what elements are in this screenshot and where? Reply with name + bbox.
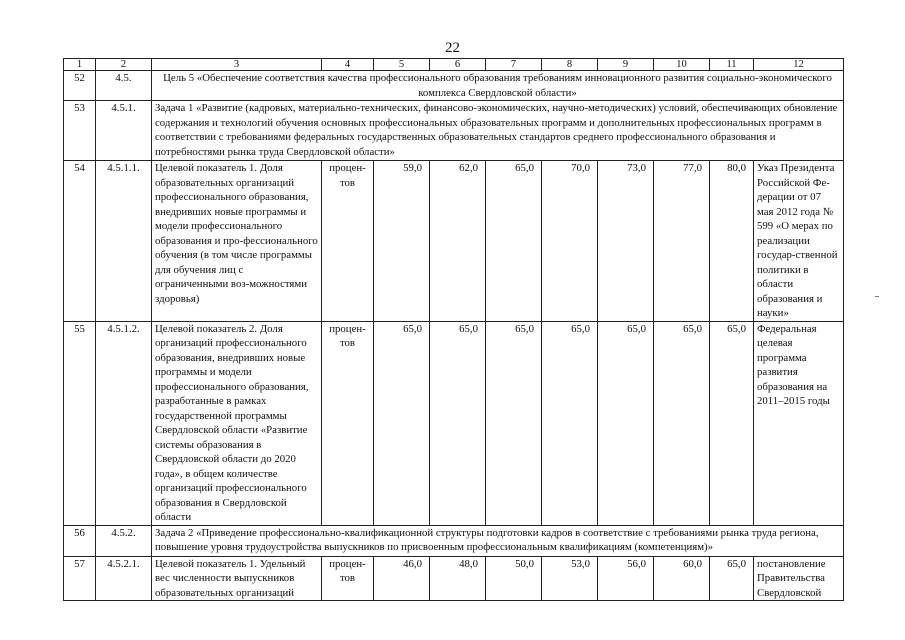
row-code: 4.5.1.1.	[96, 161, 152, 322]
col-header: 2	[96, 59, 152, 71]
col-header: 8	[542, 59, 598, 71]
row-code: 4.5.	[96, 71, 152, 101]
col-header: 6	[430, 59, 486, 71]
column-number-row	[64, 59, 844, 71]
goal-text: Цель 5 «Обеспечение соответствия качества профессионального образования требованиям инновационного развития социально-экономического комплекса Свердловской области»	[152, 71, 844, 101]
value-cell: 65,0	[542, 321, 598, 525]
row-number: 53	[64, 101, 96, 161]
task-text: Задача 1 «Развитие (кадровых, материально-технических, финансово-экономических, научно-методических) условий, обеспечивающих обновление содержания и технологий обучения основных профессиональных образовательных программ и дополнительных профессиональных программ в соответствии с требованиями федеральных государственных образовательных стандартов среднего профессионального образования и потребностями рынка труда Свердловской области»	[152, 101, 844, 161]
value-cell: 50,0	[486, 556, 542, 601]
value-cell: 53,0	[542, 556, 598, 601]
col-header: 5	[374, 59, 430, 71]
value-cell: 80,0	[710, 161, 754, 322]
value-cell: 73,0	[598, 161, 654, 322]
value-cell: 65,0	[710, 556, 754, 601]
col-header: 11	[710, 59, 754, 71]
value-cell: 65,0	[374, 321, 430, 525]
row-number: 56	[64, 525, 96, 556]
value-cell: 48,0	[430, 556, 486, 601]
table-row	[64, 321, 844, 525]
row-number: 55	[64, 321, 96, 525]
indicator-name: Целевой показатель 2. Доля организаций профессионального образования, внедривших новые программы и модели профессионального образования, разработанные в рамках государственной программы Свердловской области «Развитие системы образования в Свердловской области до 2020 года», в общем количестве организаций профессионального образования в Свердловской области	[152, 321, 322, 525]
row-code: 4.5.1.	[96, 101, 152, 161]
table-row	[64, 556, 844, 601]
value-cell: 60,0	[654, 556, 710, 601]
value-cell: 65,0	[430, 321, 486, 525]
value-cell: 70,0	[542, 161, 598, 322]
source-reference: постановление Правительства Свердловской	[754, 556, 844, 601]
value-cell: 46,0	[374, 556, 430, 601]
unit: процен-тов	[322, 556, 374, 601]
source-reference: Указ Президента Российской Фе-дерации от 07 мая 2012 года № 599 «О мерах по реализации государ-ственной политики в области образования и науки»	[754, 161, 844, 322]
table-row	[64, 525, 844, 556]
task-text: Задача 2 «Приведение профессионально-квалификационной структуры подготовки кадров в соответствие с требованиями рынка труда региона, повышение уровня трудоустройства выпускников по присвоенным профессиональным квалификациям (компетенциям)»	[152, 525, 844, 556]
row-code: 4.5.2.	[96, 525, 152, 556]
value-cell: 65,0	[710, 321, 754, 525]
col-header: 3	[152, 59, 322, 71]
col-header: 9	[598, 59, 654, 71]
indicators-table	[63, 58, 844, 601]
value-cell: 62,0	[430, 161, 486, 322]
col-header: 7	[486, 59, 542, 71]
col-header: 12	[754, 59, 844, 71]
value-cell: 77,0	[654, 161, 710, 322]
value-cell: 56,0	[598, 556, 654, 601]
page-number: 22	[445, 40, 460, 56]
table-row	[64, 101, 844, 161]
source-reference: Федеральная целевая программа развития образования на 2011–2015 годы	[754, 321, 844, 525]
indicator-name: Целевой показатель 1. Удельный вес численности выпускников образовательных организаций	[152, 556, 322, 601]
col-header: 4	[322, 59, 374, 71]
col-header: 1	[64, 59, 96, 71]
value-cell: 65,0	[654, 321, 710, 525]
value-cell: 65,0	[598, 321, 654, 525]
scan-artifact	[875, 296, 879, 297]
table-row	[64, 71, 844, 101]
table-row	[64, 161, 844, 322]
value-cell: 65,0	[486, 321, 542, 525]
unit: процен-тов	[322, 161, 374, 322]
row-code: 4.5.1.2.	[96, 321, 152, 525]
indicator-name: Целевой показатель 1. Доля образовательных организаций профессионального образования, внедривших новые программы и модели профессионального образования и про-фессионального обучения (в том числе программы для обучения лиц с ограниченными воз-можностями здоровья)	[152, 161, 322, 322]
unit: процен-тов	[322, 321, 374, 525]
value-cell: 65,0	[486, 161, 542, 322]
col-header: 10	[654, 59, 710, 71]
row-number: 52	[64, 71, 96, 101]
row-code: 4.5.2.1.	[96, 556, 152, 601]
value-cell: 59,0	[374, 161, 430, 322]
row-number: 54	[64, 161, 96, 322]
row-number: 57	[64, 556, 96, 601]
